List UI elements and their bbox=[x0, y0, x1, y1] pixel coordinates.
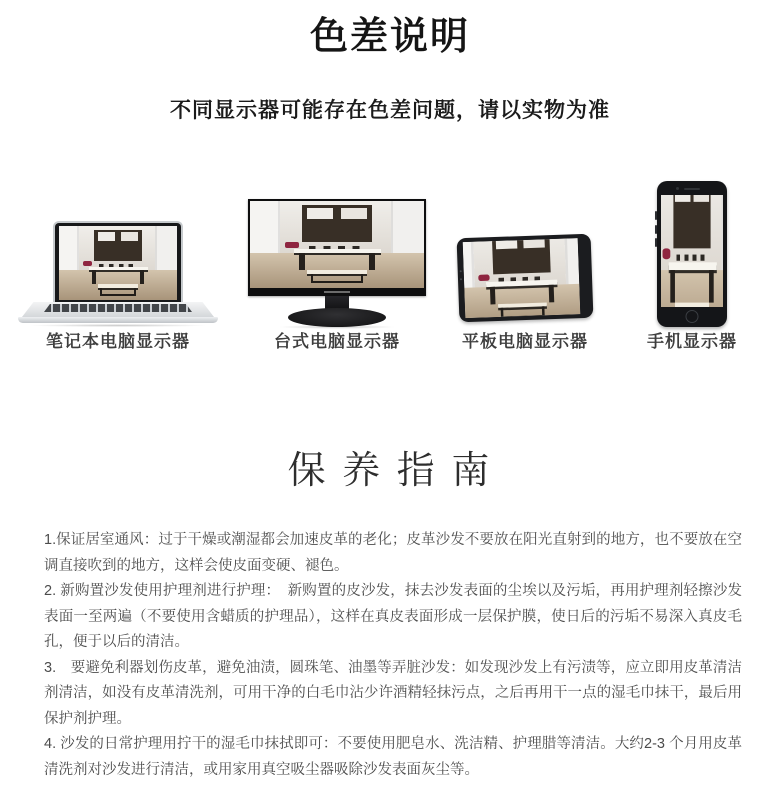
page-title: 色差说明 bbox=[309, 16, 470, 58]
color-difference-section bbox=[0, 14, 780, 352]
scene-table-leg bbox=[548, 284, 554, 302]
scene-bench-legs bbox=[100, 288, 135, 296]
scene-shelf-unit bbox=[302, 205, 372, 242]
color-difference-subtitle: 不同显示器可能存在色差问题，请以实物为准 bbox=[170, 99, 610, 122]
device-label-desktop: 台式电脑显示器 bbox=[274, 332, 400, 351]
scene-right-cabinet bbox=[391, 201, 424, 255]
laptop-shadow bbox=[28, 324, 208, 327]
scene-table-leg bbox=[671, 270, 674, 303]
phone-side-button bbox=[655, 238, 657, 247]
scene-left-cabinet bbox=[463, 238, 475, 291]
care-item-3: 3. 要避免利器划伤皮革，避免油渍，圆珠笔、油墨等弄脏沙发：如发现沙发上有污渍等，应立即用皮革清洁剂清洁，如没有皮革清洗剂，可用干净的白毛巾沾少许酒精轻抹污点，之后再用干一点的湿毛巾抹干，最后用保护剂护理。 bbox=[44, 659, 742, 727]
scene-right-cabinet bbox=[722, 195, 723, 274]
phone-illustration bbox=[657, 181, 727, 327]
device-label-laptop: 笔记本电脑显示器 bbox=[46, 332, 190, 351]
scene-table-leg bbox=[140, 270, 144, 284]
tablet-illustration bbox=[457, 234, 594, 323]
scene-table-leg bbox=[710, 270, 713, 303]
scene-red-cushion bbox=[478, 274, 490, 281]
monitor-screen bbox=[248, 199, 426, 296]
care-item-2: 2. 新购置沙发使用护理剂进行护理： 新购置的皮沙发，抹去沙发表面的尘埃以及污垢，再用护理剂轻擦沙发表面一至两遍（不要使用含蜡质的护理品），这样在真皮表面形成一层保护膜，使日后的污垢不易深入真皮毛孔，便于以后的清洁。 bbox=[44, 583, 742, 650]
care-guide-title: 保 养 指 南 bbox=[287, 450, 493, 492]
laptop-screen bbox=[59, 226, 177, 300]
scene-shelf-unit bbox=[491, 238, 550, 274]
scene-table-leg bbox=[92, 270, 96, 284]
tablet-screen bbox=[463, 238, 581, 318]
phone-side-button bbox=[655, 211, 657, 220]
laptop-base bbox=[18, 317, 218, 323]
scene-left-cabinet bbox=[250, 201, 280, 257]
scene-table-leg bbox=[490, 286, 496, 304]
scene-left-cabinet bbox=[59, 226, 79, 273]
scene-bench-legs bbox=[311, 274, 363, 284]
device-desktop-monitor bbox=[244, 174, 430, 352]
room-photo bbox=[661, 195, 723, 307]
scene-tea-set bbox=[677, 255, 708, 261]
phone-screen bbox=[661, 195, 723, 307]
scene-red-cushion bbox=[83, 261, 92, 266]
scene-table-leg bbox=[299, 253, 305, 270]
laptop-keyboard bbox=[44, 304, 192, 312]
care-guide-text bbox=[44, 528, 742, 783]
care-item-1: 1.保证居室通风：过于干燥或潮湿都会加速皮革的老化；皮革沙发不要放在阳光直射到的地方，也不要放在空调直接吹到的地方，这样会使皮面变硬、褪色。 bbox=[44, 532, 742, 574]
monitor-shadow bbox=[278, 325, 396, 329]
care-item-4: 4. 沙发的日常护理用拧干的湿毛巾抹拭即可：不要使用肥皂水、洗洁精、护理腊等清洁。大约2-3 个月用皮革清洗剂对沙发进行清洁，或用家用真空吸尘器吸除沙发表面灰尘等。 bbox=[44, 736, 742, 778]
phone-camera-icon bbox=[676, 187, 679, 190]
room-photo bbox=[59, 226, 177, 300]
scene-right-cabinet bbox=[155, 226, 177, 272]
monitor-brand-mark bbox=[324, 291, 350, 293]
scene-table-leg bbox=[369, 253, 375, 270]
scene-red-cushion bbox=[285, 242, 299, 248]
scene-table-top bbox=[294, 249, 381, 253]
phone-home-button bbox=[686, 310, 699, 323]
phone-side-button bbox=[655, 225, 657, 234]
device-laptop bbox=[18, 174, 218, 352]
scene-bench-top bbox=[676, 303, 709, 307]
scene-right-cabinet bbox=[564, 238, 580, 286]
room-photo bbox=[250, 201, 424, 288]
phone-earpiece-icon bbox=[684, 188, 700, 190]
scene-table-top bbox=[89, 267, 148, 271]
scene-bench-legs bbox=[501, 307, 544, 318]
device-preview-row bbox=[0, 174, 780, 352]
scene-shelf-unit bbox=[673, 195, 711, 248]
care-guide-section bbox=[0, 448, 780, 783]
device-tablet bbox=[450, 174, 600, 352]
device-label-tablet: 平板电脑显示器 bbox=[462, 332, 588, 351]
scene-shelf-unit bbox=[94, 230, 141, 261]
device-label-phone: 手机显示器 bbox=[647, 332, 737, 351]
monitor-illustration bbox=[248, 199, 426, 327]
room-photo bbox=[463, 238, 581, 318]
tablet-camera-icon bbox=[460, 270, 462, 272]
scene-table-top bbox=[668, 262, 716, 271]
laptop-lid bbox=[53, 221, 183, 302]
laptop-illustration bbox=[18, 221, 218, 327]
device-phone bbox=[632, 174, 752, 352]
